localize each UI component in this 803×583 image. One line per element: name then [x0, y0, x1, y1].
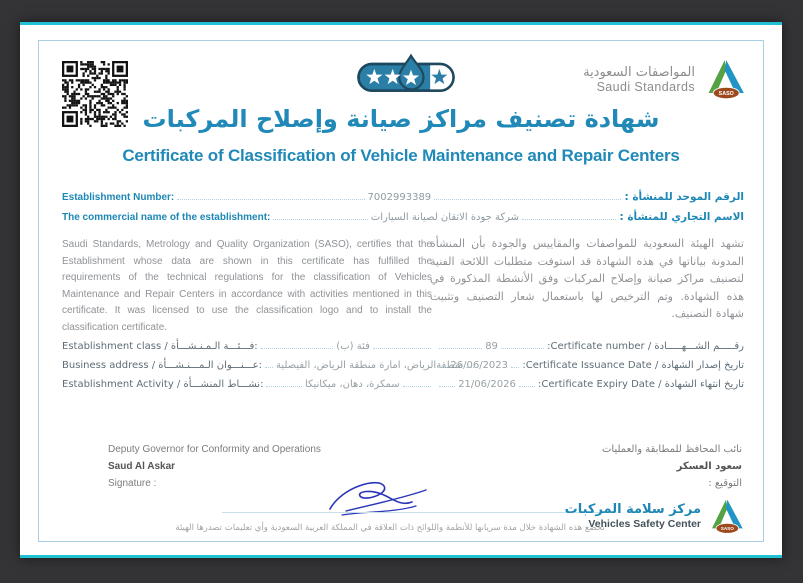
- commercial-name-label-en: The commercial name of the establishment:: [62, 212, 271, 223]
- dotted-leader: [266, 386, 301, 387]
- vehicles-safety-center-name-en: Vehicles Safety Center: [588, 518, 701, 530]
- signatory-block-english: [108, 441, 321, 492]
- vehicles-safety-center-block: [565, 497, 748, 537]
- certificate-number-row: [436, 333, 744, 352]
- signatory-block-arabic: [602, 441, 742, 492]
- certificate-issuance-date-label: تاريخ إصدار الشهادة / Certificate Issuance Date:: [522, 360, 744, 371]
- establishment-class-label: Establishment class / فـــئـــة الـمـنـشـــأة:: [62, 341, 258, 352]
- certificate-number-label: رقـــــم الشـــهـــــادة / Certificate number:: [547, 341, 744, 352]
- commercial-name-row: [62, 203, 744, 223]
- certificate-title-english: Certificate of Classification of Vehicle Maintenance and Repair Centers: [122, 146, 680, 165]
- certificate-issuance-date-value: 26/06/2023: [450, 360, 509, 371]
- identity-section: [62, 183, 744, 223]
- dotted-leader: [177, 199, 364, 200]
- certificate-number-value: 89: [485, 341, 498, 352]
- establishment-number-value: 7002993389: [367, 192, 432, 203]
- dotted-leader: [511, 367, 519, 368]
- vehicles-safety-center-logo-icon: [708, 497, 748, 537]
- establishment-class-row: [62, 333, 434, 352]
- signatory-title-en: Deputy Governor for Conformity and Operations: [108, 444, 321, 455]
- signature-line: [222, 512, 602, 513]
- signatory-name-en: Saud Al Askar: [108, 461, 176, 472]
- certificate-issuance-date-row: [436, 352, 744, 371]
- handwritten-signature: [320, 477, 440, 521]
- signatory-title-ar: نائب المحافظ للمطابقة والعمليات: [602, 444, 742, 455]
- dotted-leader: [261, 348, 334, 349]
- vehicles-safety-center-name-ar: مركز سلامة المركبات: [564, 502, 701, 517]
- signature-label-en: Signature :: [108, 478, 157, 489]
- commercial-name-label-ar: الاسم التجاري للمنشأة :: [619, 211, 745, 223]
- establishment-details-column: [62, 333, 464, 390]
- saso-brand-block: [583, 57, 750, 103]
- vehicles-safety-center-text: [565, 502, 701, 532]
- certificate-title-arabic: شهادة تصنيف مراكز صيانة وإصلاح المركبات: [142, 105, 660, 133]
- star-rating-badge: [356, 53, 456, 95]
- signature-icon: [320, 477, 440, 521]
- establishment-activity-label: Establishment Activity / نشـــاط المنشـــأة:: [62, 379, 264, 390]
- saso-brand-text: [583, 65, 695, 95]
- certificate-paper: [20, 22, 782, 558]
- dotted-leader: [434, 199, 621, 200]
- footer-disclaimer: تخضع هذه الشهادة خلال مدة سريانها للأنظمة واللوائح ذات العلاقة في المملكة العربية السعودية وأي تعليمات تصدرها الهيئة: [175, 523, 605, 533]
- dotted-leader: [265, 367, 273, 368]
- commercial-name-value: شركة جودة الاتقان لصيانة السيارات: [370, 212, 520, 223]
- dotted-leader: [373, 348, 431, 349]
- dotted-leader: [439, 367, 447, 368]
- certificate-expiry-date-label: تاريخ انتهاء الشهادة / Certificate Expiry Date:: [538, 379, 744, 390]
- certificate-expiry-date-row: [436, 371, 744, 390]
- star-rating-icon: [356, 53, 456, 95]
- dotted-leader: [501, 348, 544, 349]
- dotted-leader: [519, 386, 535, 387]
- dotted-leader: [403, 386, 431, 387]
- signature-label-ar: التوقيع :: [708, 478, 742, 489]
- establishment-activity-value: سمكرة، دهان، ميكانيكا: [304, 379, 400, 390]
- establishment-number-row: [62, 183, 744, 203]
- dotted-leader: [273, 219, 367, 220]
- saso-logo-icon: [704, 57, 750, 103]
- dotted-leader: [439, 348, 482, 349]
- saso-name-arabic: المواصفات السعودية: [583, 65, 695, 80]
- svg-text:SASO: SASO: [720, 526, 734, 532]
- certification-paragraph-arabic: تشهد الهيئة السعودية للمواصفات والمقاييس والجودة بأن المنشأة المدونة بياناتها في هذه الشهادة قد استوفت متطلبات اللائحة الفنية لتصنيف مراكز صيانة وإصلاح المركبات وفق الأنشطة المذكورة في هذه الشهادة. وتم الترخيص لها باستعمال شعار التصنيف وتثبيت شهادة التصنيف.: [430, 237, 744, 320]
- saso-name-english: Saudi Standards: [596, 80, 695, 94]
- business-address-row: [62, 352, 464, 371]
- establishment-number-label-ar: الرقم الموحد للمنشأة :: [624, 191, 744, 203]
- svg-text:SASO: SASO: [718, 91, 734, 98]
- business-address-value: منطقةالرياض، امارة منطقة الرياض، الفيصلية: [275, 360, 464, 371]
- certificate-expiry-date-value: 21/06/2026: [458, 379, 516, 390]
- dotted-leader: [522, 219, 616, 220]
- dotted-leader: [439, 386, 455, 387]
- certification-paragraph-english: Saudi Standards, Metrology and Quality Organization (SASO), certifies that the Establishment whose data are shown in this certificate has fulfilled the requirements of the technical regulations for the classification of Vehicles Maintenance and Repair Centers in accordance with activities mentioned in this certificate. It was licensed to use the classification logo and to install the classification certificate.: [62, 239, 432, 333]
- establishment-number-label-en: Establishment Number:: [62, 192, 175, 203]
- establishment-activity-row: [62, 371, 434, 390]
- signatory-name-ar: سعود العسكر: [676, 461, 742, 472]
- certificate-details-column: [436, 333, 744, 390]
- business-address-label: Business address / عـــنـــوان الـمـــنـشـــأة:: [62, 360, 262, 371]
- establishment-class-value: فئة (ب): [336, 341, 370, 352]
